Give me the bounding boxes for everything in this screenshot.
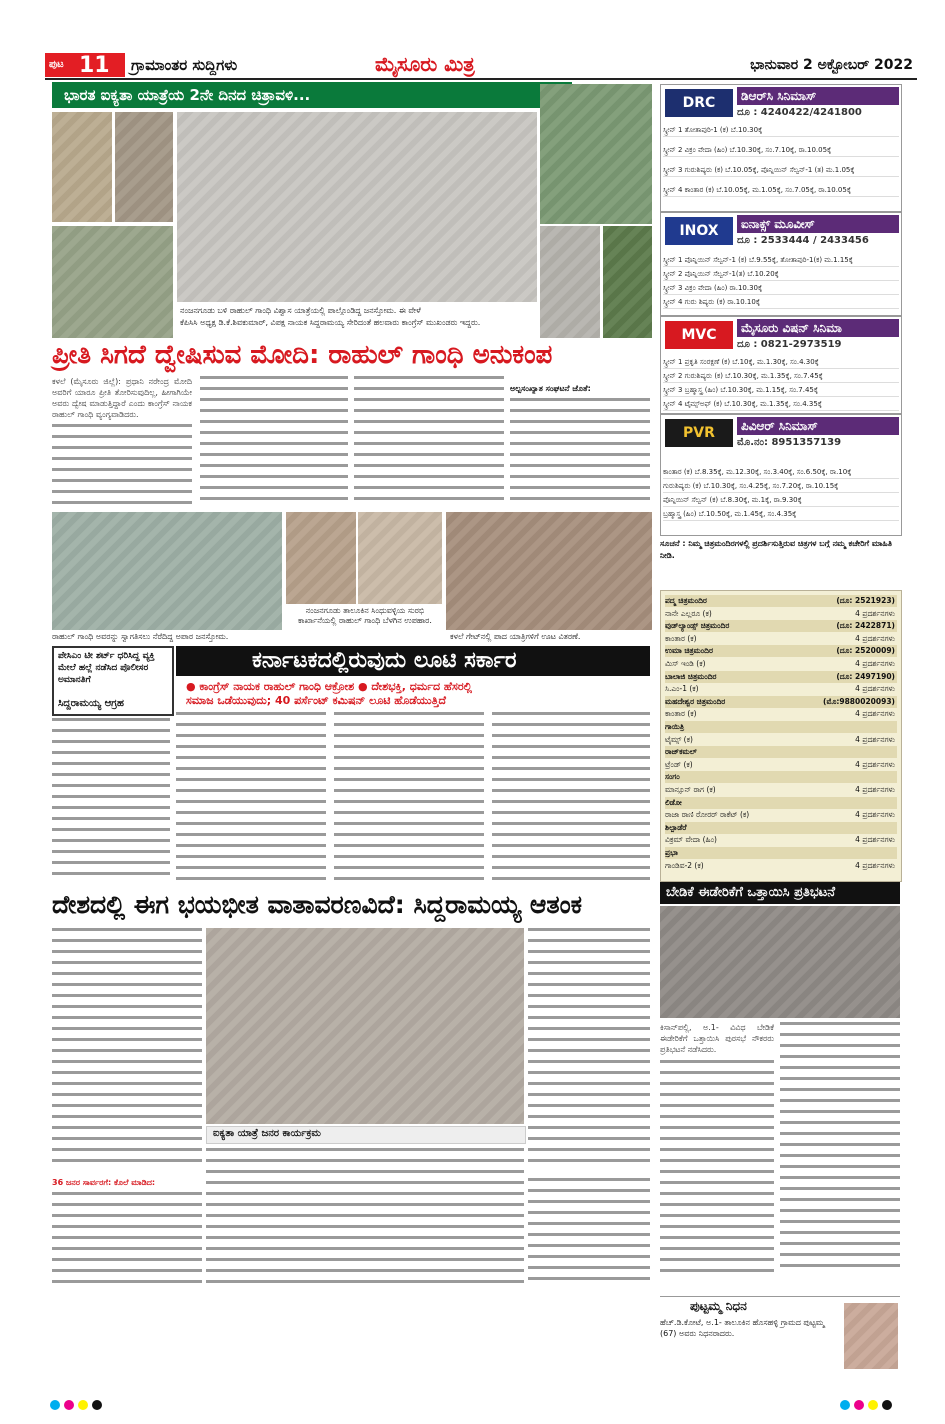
- listing-name: ಕಾಂತಾರ (ಕ): [665, 633, 697, 643]
- story1-headline: ಪ್ರೀತಿ ಸಿಗದೆ ದ್ವೇಷಿಸುವ ಮೋದಿ: ರಾಹುಲ್ ಗಾಂಧಿ ಅನುಕಂಪ: [52, 340, 553, 370]
- listing-shows: 4 ಪ್ರದರ್ಶನಗಳು: [855, 734, 895, 744]
- listing-film: [665, 608, 897, 620]
- cinema-showtime-row: ಸ್ಕ್ರೀನ್ 3 ವಿಕ್ರಂ ವೇದಾ (ಹಿಂ) ರಾ.10.30ಕ್ಕೆ: [663, 283, 899, 295]
- listing-theatre: [665, 822, 897, 834]
- cinema-header: [661, 415, 901, 451]
- sidebar-story-box: [52, 646, 174, 716]
- story2-body-col1: [176, 712, 326, 888]
- listing-film: [665, 809, 897, 821]
- cinema-logo-mvc: MVC: [665, 321, 733, 349]
- story1-body-col4: [510, 398, 650, 510]
- story2-headline-box: [176, 646, 650, 676]
- listing-phone: (ದೂ: 2521923): [836, 596, 895, 605]
- story2-deck-2: ಸಮಾಜ ಒಡೆಯುವುದು; 40 ಪರ್ಸೆಂಟ್ ಕಮಿಷನ್ ಲೂಟಿ ಹೊಡೆಯುತ್ತಿದೆ: [186, 694, 446, 707]
- cinema-phone: ದೂ : 0821-2973519: [737, 339, 842, 350]
- photo-rahul-children: [52, 226, 173, 338]
- photo-press-meet: [206, 928, 524, 1124]
- cinema-block-inox: [660, 212, 902, 316]
- caption-welcome-crowd: ರಾಹುಲ್ ಗಾಂಧಿ ಅವರನ್ನು ಸ್ವಾಗತಿಸಲು ನೆರೆದಿದ್ದ ಅಪಾರ ಜನಸ್ತೋಮ.: [52, 632, 229, 641]
- caption-breakfast: ನಂಜನಗೂಡು ತಾಲೂಕಿನ ಸಿಂಧುವಳ್ಳಿಯ ಸುರಭಿ ಕಾರ್ಖಾನೆಯಲ್ಲಿ ರಾಹುಲ್ ಗಾಂಧಿ ಬೆಳಗಿನ ಉಪಹಾರ.: [298, 606, 432, 625]
- listing-theatre: [665, 771, 897, 783]
- cinema-showtime-row: ಸ್ಕ್ರೀನ್ 2 ಗುರುಶಿಷ್ಯರು (ಕ) ಬೆ.10.30ಕ್ಕೆ, ಮ.1.35ಕ್ಕೆ, ಸಂ.7.45ಕ್ಕೆ: [663, 371, 899, 383]
- page-number-box: [45, 53, 125, 77]
- photo-caption-line-1: ನಂಜನಗೂಡು ಬಳಿ ರಾಹುಲ್ ಗಾಂಧಿ ವಿಶ್ವಾಸ ಯಾತ್ರೆಯಲ್ಲಿ ಪಾಲ್ಗೊಂಡಿದ್ದ ಜನಸ್ತೋಮ. ಈ ವೇಳೆ: [180, 306, 421, 315]
- story3-photo-caption-bar: [206, 1126, 526, 1144]
- cinema-showtime-row: ಗುರುಶಿಷ್ಯರು (ಕ) ಬೆ.10.30ಕ್ಕೆ, ಸಂ.4.25ಕ್ಕೆ, ಸಂ.7.20ಕ್ಕೆ, ರಾ.10.15ಕ್ಕೆ: [663, 481, 899, 493]
- cinema-showtime-row: ಸ್ಕ್ರೀನ್ 4 ಗುರು ಶಿಷ್ಯರು (ಕ) ರಾ.10.10ಕ್ಕೆ: [663, 297, 899, 309]
- cinema-phone: ಮೊ.ನಂ: 8951357139: [737, 437, 842, 448]
- listing-shows: 4 ಪ್ರದರ್ಶನಗಳು: [855, 709, 895, 719]
- cinema-block-drc: [660, 84, 902, 212]
- story3-body-col3: [206, 1148, 524, 1296]
- listing-theatre: [665, 847, 897, 859]
- cinema-name: ಡಿಆರ್‌ಸಿ ಸಿನಿಮಾಸ್: [737, 87, 899, 105]
- listing-film: [665, 759, 897, 771]
- photo-feature-banner: [52, 82, 572, 108]
- cinema-showtime-row: ಬ್ರಹ್ಮಾಸ್ತ್ರ (ಹಿಂ) ಬೆ.10.50ಕ್ಕೆ, ಮ.1.45ಕ್ಕೆ, ಸಂ.4.35ಕ್ಕೆ: [663, 509, 899, 521]
- cinema-phone: ದೂ : 4240422/4241800: [737, 107, 862, 118]
- listing-name: ಬಾಲಾಜಿ ಚಿತ್ರಮಂದಿರ: [665, 671, 717, 681]
- listing-name: ಟೈಮ್ಸ್ (ಕ): [665, 734, 693, 744]
- page-number: 11: [79, 53, 110, 78]
- listing-theatre: [665, 595, 897, 607]
- story3-body-col1: [52, 928, 202, 1174]
- listing-film: [665, 834, 897, 846]
- cinema-showtime-row: ಕಾಂತಾರ (ಕ) ಬೆ.8.35ಕ್ಕೆ, ಮ.12.30ಕ್ಕೆ, ಸಂ.3.40ಕ್ಕೆ, ಸಂ.6.50ಕ್ಕೆ, ರಾ.10ಕ್ಕೆ: [663, 467, 899, 479]
- photo-rahul-walking: [540, 226, 600, 338]
- listing-shows: 4 ಪ್ರದರ್ಶನಗಳು: [855, 810, 895, 820]
- listing-theatre: [665, 620, 897, 632]
- listing-film: [665, 683, 897, 695]
- cinema-showtime-row: ಸ್ಕ್ರೀನ್ 4 ಕಾಂತಾರ (ಕ) ಬೆ.10.05ಕ್ಕೆ, ಮ.1.05ಕ್ಕೆ, ಸಂ.7.05ಕ್ಕೆ, ರಾ.10.05ಕ್ಕೆ: [663, 185, 899, 197]
- story2-body-col3: [492, 712, 650, 888]
- listing-film: [665, 734, 897, 746]
- story3-body-col5: [528, 1178, 650, 1296]
- photo-costumed-performer: [603, 226, 652, 338]
- listing-film: [665, 658, 897, 670]
- cinema-header: [661, 317, 901, 353]
- cinema-showtime-row: ಸ್ಕ್ರೀನ್ 3 ಗುರುಶಿಷ್ಯರು (ಕ) ಬೆ.10.05ಕ್ಕೆ, ಪೊನ್ನಿಯಿನ್ ಸೆಲ್ವನ್-1 (ತ) ಮ.1.05ಕ್ಕೆ: [663, 165, 899, 177]
- listing-name: ಮಾನ್ಸೂನ್ ರಾಗ (ಕ): [665, 785, 716, 794]
- listing-theatre: [665, 645, 897, 657]
- listing-shows: 4 ಪ್ರದರ್ಶನಗಳು: [855, 608, 895, 618]
- listing-name: ಲಿಡೋ: [665, 797, 682, 807]
- cinema-block-pvr: [660, 414, 902, 536]
- obituary-box: [660, 1296, 900, 1373]
- listing-phone: (ದೂ: 2422871): [836, 621, 895, 631]
- listing-name: ಉಮಾ ಚಿತ್ರಮಂದಿರ: [665, 646, 713, 656]
- cinema-phone: ದೂ : 2533444 / 2433456: [737, 235, 869, 246]
- registration-mark: [868, 1400, 878, 1410]
- registration-mark: [840, 1400, 850, 1410]
- listing-name: ಪ್ರಭಾ: [665, 848, 678, 857]
- cinema-name: ಐನಾಕ್ಸ್ ಮೂವೀಸ್: [737, 215, 899, 233]
- cinema-name: ಪಿವಿಆರ್ ಸಿನಿಮಾಸ್: [737, 417, 899, 435]
- story3-headline: ದೇಶದಲ್ಲಿ ಈಗ ಭಯಭೀತ ವಾತಾವರಣವಿದೆ: ಸಿದ್ದರಾಮಯ್ಯ ಆತಂಕ: [52, 890, 582, 919]
- photo-breakfast-1: [286, 512, 356, 604]
- listing-theatre: [665, 671, 897, 683]
- cinema-header: [661, 213, 901, 249]
- listing-shows: 4 ಪ್ರದರ್ಶನಗಳು: [855, 785, 895, 794]
- registration-mark: [854, 1400, 864, 1410]
- listing-name: ಟ್ರೆಂಡ್ (ಕ): [665, 759, 693, 769]
- listing-name: ಪದ್ಮ ಚಿತ್ರಮಂದಿರ: [665, 596, 707, 605]
- cinema-showtime-row: ಸ್ಕ್ರೀನ್ 3 ಬ್ರಹ್ಮಾಸ್ತ್ರ (ಹಿಂ) ಬೆ.10.30ಕ್ಕೆ, ಮ.1.15ಕ್ಕೆ, ಸಂ.7.45ಕ್ಕೆ: [663, 385, 899, 397]
- photo-breakfast-2: [358, 512, 442, 604]
- listing-name: ವುಡ್‌ಲ್ಯಾಂಡ್ಸ್ ಚಿತ್ರಮಂದಿರ: [665, 621, 730, 631]
- protest-body-col2: [780, 1022, 900, 1290]
- listing-name: ಮಿಸ್ ಇಂಡಿ (ಕ): [665, 659, 706, 668]
- listing-theatre: [665, 696, 897, 708]
- photo-rahul-boy: [540, 84, 652, 224]
- listing-phone: (ದೂ: 2497190): [836, 671, 895, 681]
- paper-name: ಮೈಸೂರು ಮಿತ್ರ: [375, 52, 475, 76]
- cinema-header: [661, 85, 901, 121]
- listing-theatre: [665, 746, 897, 758]
- story3-body-col4: [52, 1192, 202, 1296]
- listing-film: [665, 784, 897, 796]
- obituary-portrait: [844, 1303, 898, 1369]
- registration-mark: [78, 1400, 88, 1410]
- section-title: ಗ್ರಾಮಾಂತರ ಸುದ್ದಿಗಳು: [131, 56, 238, 74]
- listing-name: ರಾಜಾ ರಾಣಿ ರೋರರ್ ರಾಕೆಟ್ (ಕ): [665, 810, 750, 820]
- protest-headline-box: [660, 882, 900, 904]
- registration-mark: [64, 1400, 74, 1410]
- story1-body-col3: [354, 376, 504, 510]
- photo-main-march: [177, 112, 537, 302]
- sidebar-story-headline: ಪೇಸಿಎಂ ಟೀ ಶರ್ಟ್ ಧರಿಸಿದ್ದ ವ್ಯಕ್ತಿ ಮೇಲೆ ಹಲ್ಲೆ ನಡೆಸಿದ ಪೊಲೀಸರ ಅಮಾನತಿಗೆ: [58, 651, 155, 685]
- listing-film: [665, 708, 897, 720]
- protest-lead: ಕಿಸಾನ್‌ಪಲ್ಲಿ, ಅ.1- ವಿವಿಧ ಬೇಡಿಕೆ ಈಡೇರಿಕೆಗೆ ಒತ್ತಾಯಿಸಿ ಪುರಸಭೆ ನೌಕರರು ಪ್ರತಿಭಟನೆ ನಡೆಸಿದರು.: [660, 1023, 774, 1054]
- story3-subhead: 36 ಜನರ ಸಾರ್ವರಗೆ: ಕೊಲೆ ಮಾಡಿದ:: [52, 1178, 156, 1187]
- cinema-logo-inox: INOX: [665, 217, 733, 245]
- story1-subhead: ಅಲ್ಪಸಂಖ್ಯಾತ ಸಂಘಟನೆ ಜೊತೆ:: [510, 384, 591, 393]
- protest-body-col1: [660, 1060, 774, 1290]
- listing-theatre: [665, 797, 897, 809]
- masthead: [45, 52, 917, 80]
- cinema-logo-drc: DRC: [665, 89, 733, 117]
- photo-caption-line-2: ಕೆಪಿಸಿಸಿ ಅಧ್ಯಕ್ಷ ಡಿ.ಕೆ.ಶಿವಕುಮಾರ್, ವಿಪಕ್ಷ ನಾಯಕ ಸಿದ್ದರಾಮಯ್ಯ ಸೇರಿದಂತೆ ಹಲವಾರು ಕಾಂಗ್ರೆಸ್ ಮುಖಂಡರು ಇದ್ದರು.: [180, 318, 481, 327]
- listing-shows: 4 ಪ್ರದರ್ಶನಗಳು: [855, 684, 895, 694]
- listing-name: ಸಿ.ಎಂ-1 (ಕ): [665, 684, 699, 694]
- story1-body-col2: [200, 376, 348, 510]
- registration-mark: [50, 1400, 60, 1410]
- cinema-listings: [660, 590, 902, 882]
- caption-food-distribution: ಕಳಲೆ ಗೇಟ್‌ನಲ್ಲಿ ಪಾದ ಯಾತ್ರಿಗಳಿಗೆ ಊಟ ವಿತರಣೆ.: [450, 632, 581, 641]
- cinema-showtime-row: ಸ್ಕ್ರೀನ್ 2 ಪೊನ್ನಿಯಿನ್ ಸೆಲ್ವನ್-1(ತ) ಬೆ.10.20ಕ್ಕೆ: [663, 269, 899, 281]
- story3-photo-caption: ಐಕ್ಯತಾ ಯಾತ್ರೆ ಜನರ ಕಾರ್ಯಕ್ರಮ: [213, 1128, 321, 1139]
- listing-name: ನಾನೇ ಎಲ್ಲರೂ (ಕ): [665, 608, 712, 618]
- listing-shows: 4 ಪ್ರದರ್ಶನಗಳು: [855, 633, 895, 643]
- cinema-showtime-row: ಸ್ಕ್ರೀನ್ 1 ತೋತಾಪುರಿ-1 (ಕ) ಬೆ.10.30ಕ್ಕೆ: [663, 125, 899, 137]
- photo-rahul-crowd-1: [52, 112, 112, 222]
- listing-theatre: [665, 721, 897, 733]
- story3-body-col2: [528, 928, 650, 1174]
- listing-name: ಸಂಗಂ: [665, 772, 680, 782]
- photo-rahul-crowd-2: [115, 112, 173, 222]
- story1-body-col1: [52, 424, 192, 510]
- photo-food-distribution: [446, 512, 652, 630]
- story2-deck-1: ● ಕಾಂಗ್ರೆಸ್ ನಾಯಕ ರಾಹುಲ್ ಗಾಂಧಿ ಆಕ್ರೋಶ ● ದೇಶಭಕ್ತಿ, ಧರ್ಮದ ಹೆಸರಲ್ಲಿ: [186, 680, 472, 693]
- listing-name: ಗಾಯಿತ್ರಿ: [665, 722, 685, 731]
- listing-shows: 4 ಪ್ರದರ್ಶನಗಳು: [855, 835, 895, 845]
- listing-film: [665, 633, 897, 645]
- cinema-showtime-row: ಸ್ಕ್ರೀನ್ 4 ಟೈಮ್ಸ್‌ಅಫ್ (ಕ) ಬೆ.10.30ಕ್ಕೆ, ಮ.1.35ಕ್ಕೆ, ಸಂ.4.35ಕ್ಕೆ: [663, 399, 899, 411]
- listing-name: ಕಾಂತಾರ (ಕ): [665, 709, 697, 719]
- obituary-title: ಪುಟ್ಟಮ್ಮ ನಿಧನ: [690, 1299, 747, 1313]
- listing-phone: (ಮೊ:9880020093): [823, 696, 895, 706]
- listing-name: ರಾಜ್‌ಕಮಲ್: [665, 747, 697, 757]
- cinema-logo-pvr: PVR: [665, 419, 733, 447]
- listing-name: ಗಾಂಡಿವ-2 (ಕ): [665, 860, 704, 870]
- page-label: ಪುಟ: [49, 59, 64, 70]
- protest-headline: ಬೇಡಿಕೆ ಈಡೇರಿಕೆಗೆ ಒತ್ತಾಯಿಸಿ ಪ್ರತಿಭಟನೆ: [666, 885, 835, 900]
- listing-name: ಶಿಲ್ಪಾಡೆರೆ: [665, 822, 687, 832]
- listing-film: [665, 860, 897, 872]
- cinema-showtime-row: ಸ್ಕ್ರೀನ್ 1 ಪೊನ್ನಿಯಿನ್ ಸೆಲ್ವನ್-1 (ಕ) ಬೆ.9.55ಕ್ಕೆ, ತೋತಾಪುರಿ-1(ಕ) ಮ.1.15ಕ್ಕೆ: [663, 255, 899, 267]
- sidebar-story-byline: ಸಿದ್ದರಾಮಯ್ಯ ಆಗ್ರಹ: [58, 698, 124, 709]
- cinema-showtime-row: ಸ್ಕ್ರೀನ್ 2 ವಿಕ್ರಂ ವೇದಾ (ಹಿಂ) ಬೆ.10.30ಕ್ಕೆ, ಸಂ.7.10ಕ್ಕೆ, ರಾ.10.05ಕ್ಕೆ: [663, 145, 899, 157]
- photo-welcome-crowd: [52, 512, 282, 630]
- cinema-showtime-row: ಸ್ಕ್ರೀನ್ 1 ಪ್ರಕೃತಿ ಸಂರಕ್ಷಣೆ (ಕ) ಬೆ.10ಕ್ಕೆ, ಮ.1.30ಕ್ಕೆ, ಸಂ.4.30ಕ್ಕೆ: [663, 357, 899, 369]
- listing-name: ವಿಕ್ರಮ್ ವೇದಾ (ಹಿಂ): [665, 835, 717, 845]
- sidebar-story-body: [52, 718, 170, 888]
- photo-feature-title: ಭಾರತ ಐಕ್ಯತಾ ಯಾತ್ರೆಯ 2ನೇ ದಿನದ ಚಿತ್ರಾವಳಿ...: [64, 86, 311, 104]
- story1-lead: ಕಳಲೆ (ಮೈಸೂರು ಜಿಲ್ಲೆ): ಪ್ರಧಾನಿ ನರೇಂದ್ರ ಮೋದಿ ಅವರಿಗೆ ಯಾರೂ ಪ್ರೀತಿ ತೋರಿಸುವುದಿಲ್ಲ, ಹೀಗಾಗಿಯೇ ಅವರು ದ್ವೇಷ ಮಾಡುತ್ತಿದ್ದಾರೆ ಎಂದು ಕಾಂಗ್ರೆಸ್ ನಾಯಕ ರಾಹುಲ್ ಗಾಂಧಿ ವ್ಯಂಗ್ಯವಾಡಿದರು.: [52, 377, 192, 419]
- listing-phone: (ದೂ: 2520009): [836, 646, 895, 656]
- cinema-name: ಮೈಸೂರು ವಿಷನ್ ಸಿನಿಮಾ: [737, 319, 899, 337]
- cinema-notice: ಸೂಚನೆ : ನಿಮ್ಮ ಚಿತ್ರಮಂದಿರಗಳಲ್ಲಿ ಪ್ರದರ್ಶಿಸುತ್ತಿರುವ ಚಿತ್ರಗಳ ಬಗ್ಗೆ ನಮ್ಮ ಕಚೇರಿಗೆ ಮಾಹಿತಿ ನೀಡಿ.: [660, 539, 893, 560]
- obituary-text: ಹೆಚ್.ಡಿ.ಕೋಟೆ, ಅ.1- ತಾಲೂಕಿನ ಹೊಸಹಳ್ಳಿ ಗ್ರಾಮದ ಪುಟ್ಟಮ್ಮ (67) ಅವರು ನಿಧನರಾದರು.: [660, 1318, 825, 1338]
- listing-shows: 4 ಪ್ರದರ್ಶನಗಳು: [855, 659, 895, 668]
- issue-date: ಭಾನುವಾರ 2 ಅಕ್ಟೋಬರ್ 2022: [750, 57, 913, 73]
- cinema-block-mvc: [660, 316, 902, 414]
- cinema-showtime-row: ಪೊನ್ನಿಯಿನ್ ಸೆಲ್ವನ್ (ಕ) ಬೆ.8.30ಕ್ಕೆ, ಮ.1ಕ್ಕೆ, ರಾ.9.30ಕ್ಕೆ: [663, 495, 899, 507]
- photo-protest: [660, 906, 900, 1018]
- registration-mark: [92, 1400, 102, 1410]
- listing-name: ಮಹದೇಶ್ವರ ಚಿತ್ರಮಂದಿರ: [665, 696, 726, 706]
- listing-shows: 4 ಪ್ರದರ್ಶನಗಳು: [855, 759, 895, 769]
- listing-shows: 4 ಪ್ರದರ್ಶನಗಳು: [855, 860, 895, 870]
- story2-body-col2: [334, 712, 484, 888]
- registration-mark: [882, 1400, 892, 1410]
- story2-headline: ಕರ್ನಾಟಕದಲ್ಲಿರುವುದು ಲೂಟಿ ಸರ್ಕಾರ: [252, 648, 517, 673]
